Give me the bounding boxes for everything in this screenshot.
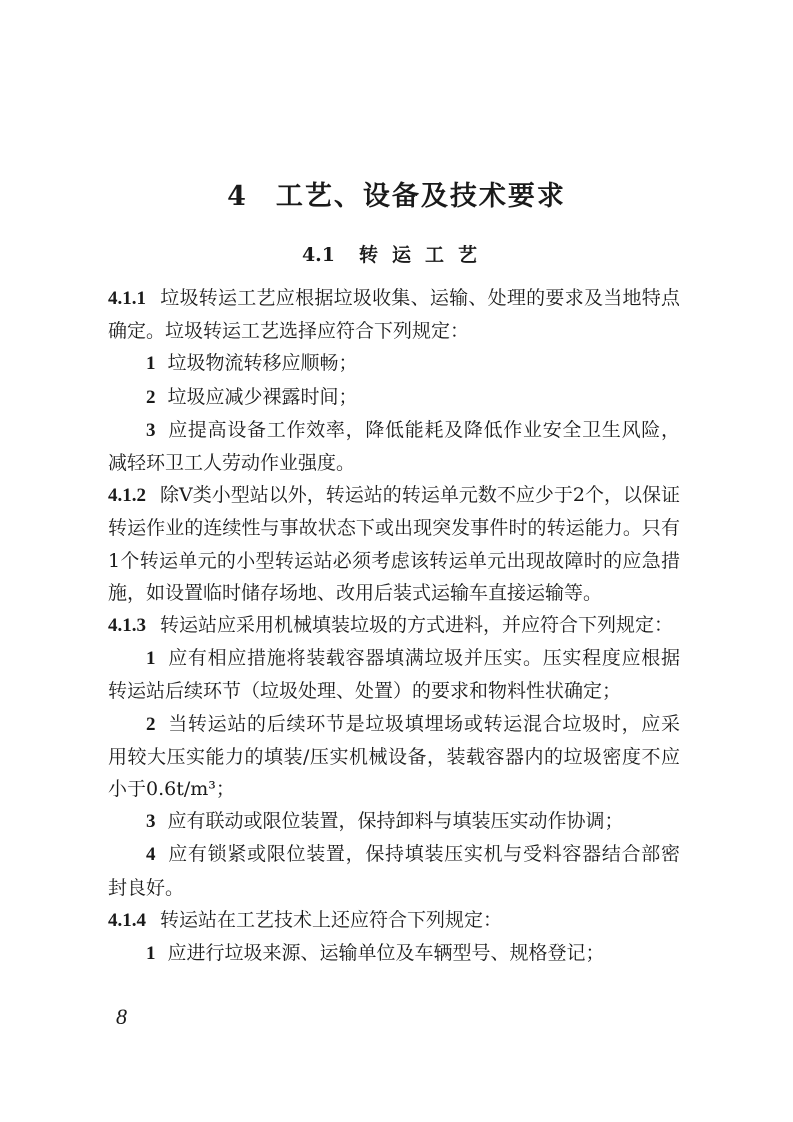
item-text: 应提高设备工作效率，降低能耗及降低作业安全卫生风险，减轻环卫工人劳动作业强度。 [108,418,680,475]
clause-number: 4.1.4 [108,909,146,931]
clause-4-1-2 [108,479,680,609]
item-text: 应有锁紧或限位装置，保持填装压实机与受料容器结合部密封良好。 [108,843,680,899]
list-item [108,642,680,707]
list-item [108,708,680,806]
item-number: 1 [146,648,156,670]
document-body [108,282,680,970]
chapter-title [0,174,793,213]
item-number: 3 [146,419,156,441]
page-number: 8 [116,1004,127,1029]
clause-number: 4.1.2 [108,485,146,507]
clause-4-1-1 [108,282,680,347]
item-number: 2 [146,386,156,408]
item-number: 4 [146,844,156,866]
clause-text: 除Ⅴ类小型站以外，转运站的转运单元数不应少于2个，以保证转运作业的连续性与事故状态下或出现突发事件时的转运能力。只有1个转运单元的小型转运站必须考虑该转运单元出现故障时的应急措施，如设置临时储存场地、改用后装式运输车直接运输等。 [108,484,680,604]
clause-4-1-4 [108,904,680,937]
item-text: 应进行垃圾来源、运输单位及车辆型号、规格登记； [167,942,605,965]
chapter-title-text: 工艺、设备及技术要求 [275,181,566,212]
list-item [108,838,680,903]
clause-text: 转运站在工艺技术上还应符合下列规定： [160,908,503,931]
item-number: 1 [146,353,156,375]
section-title [0,240,793,267]
section-number: 4.1 [301,244,336,266]
list-item [108,805,680,838]
item-text: 垃圾物流转移应顺畅； [167,352,358,375]
list-item [108,347,680,380]
section-title-text: 转运工艺 [359,244,492,266]
item-text: 垃圾应减少裸露时间； [167,385,358,408]
item-number: 2 [146,713,156,735]
clause-number: 4.1.3 [108,615,146,637]
chapter-number: 4 [227,181,248,212]
item-text: 应有相应措施将装载容器填满垃圾并压实。压实程度应根据转运站后续环节（垃圾处理、处置）的要求和物料性状确定； [108,647,680,703]
item-text: 应有联动或限位装置，保持卸料与填装压实动作协调； [167,810,624,833]
clause-text: 转运站应采用机械填装垃圾的方式进料，并应符合下列规定： [160,614,674,637]
list-item [108,414,680,479]
item-text: 当转运站的后续环节是垃圾填埋场或转运混合垃圾时，应采用较大压实能力的填装/压实机械设备，装载容器内的垃圾密度不应小于0.6t/m³； [108,712,680,801]
list-item [108,937,680,970]
clause-text: 垃圾转运工艺应根据垃圾收集、运输、处理的要求及当地特点确定。垃圾转运工艺选择应符合下列规定： [108,287,680,343]
clause-4-1-3 [108,609,680,642]
item-number: 1 [146,943,156,965]
clause-number: 4.1.1 [108,288,146,309]
item-number: 3 [146,811,156,833]
list-item [108,381,680,414]
